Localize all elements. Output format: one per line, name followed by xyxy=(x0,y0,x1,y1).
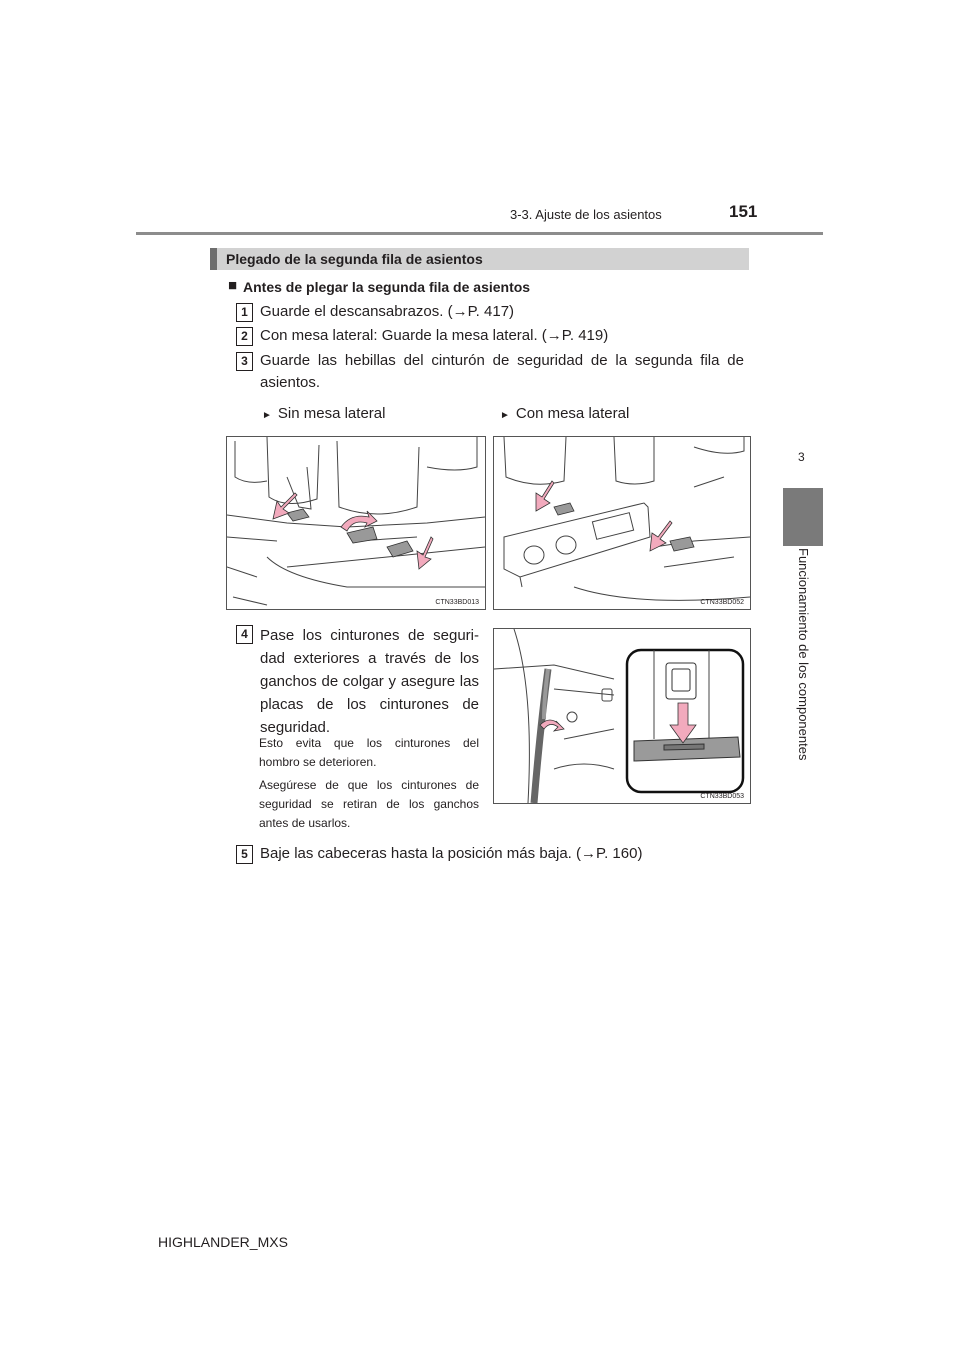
figure-label-left-text: Sin mesa lateral xyxy=(277,405,386,422)
step-4-line: Pase los cinturones de seguri- xyxy=(260,627,479,644)
step-5-text: Baje las cabeceras hasta la posición más baja. (→P. 160) xyxy=(260,845,643,862)
seat-illustration xyxy=(227,437,485,609)
section-title: Plegado de la segunda fila de asientos xyxy=(226,251,483,267)
step-number-3: 3 xyxy=(236,352,253,371)
section-title-bar xyxy=(210,248,749,270)
step-number-4: 4 xyxy=(236,625,253,644)
section-title-accent xyxy=(210,248,217,270)
seatbelt-illustration xyxy=(494,629,750,803)
step-4-text xyxy=(260,624,479,739)
figure-code-left: CTN33BD013 xyxy=(435,599,479,606)
header-rule xyxy=(136,232,823,235)
step-2-text: Con mesa lateral: Guarde la mesa lateral. (→P. 419) xyxy=(260,327,609,344)
page-number: 151 xyxy=(729,202,758,221)
subsection-marker: ■ xyxy=(228,277,238,294)
figure-label-right-text: Con mesa lateral xyxy=(515,405,630,422)
arrow-marker-icon: ► xyxy=(262,410,272,421)
step-1-text: Guarde el descansabrazos. (→P. 417) xyxy=(260,303,515,320)
figure-label-right xyxy=(500,405,629,422)
note-line: Esto evita que los cinturones del xyxy=(259,736,479,750)
note-line: antes de usarlos. xyxy=(259,816,351,830)
step-number-1: 1 xyxy=(236,303,253,322)
figure-code-right: CTN33BD052 xyxy=(700,599,744,606)
note-line: hombro se deterioren. xyxy=(259,755,377,769)
figure-code-belt: CTN33BD053 xyxy=(700,793,744,800)
arrow-marker-icon: ► xyxy=(500,410,510,421)
step-3-line1: Guarde las hebillas del cinturón de seguridad de la segunda fila de xyxy=(260,352,744,369)
step-4-line: placas de los cinturones de xyxy=(260,696,479,713)
figure-label-left xyxy=(262,405,385,422)
subsection-title: Antes de plegar la segunda fila de asientos xyxy=(243,279,531,295)
figure-seatbelt-hook xyxy=(493,628,751,804)
step-4-line: ganchos de colgar y asegure las xyxy=(260,673,479,690)
step-4-note-2 xyxy=(259,776,479,833)
footer-model: HIGHLANDER_MXS xyxy=(158,1234,288,1250)
step-number-2: 2 xyxy=(236,327,253,346)
seat-table-illustration xyxy=(494,437,750,609)
header-section-title: 3-3. Ajuste de los asientos xyxy=(510,207,662,222)
figure-seat-no-table xyxy=(226,436,486,610)
note-line: Asegúrese de que los cinturones de xyxy=(259,778,479,792)
figure-seat-with-table xyxy=(493,436,751,610)
step-number-5: 5 xyxy=(236,845,253,864)
chapter-number: 3 xyxy=(798,450,805,464)
step-3-line2: asientos. xyxy=(260,374,321,391)
step-4-note-1 xyxy=(259,734,479,772)
chapter-title: Funcionamiento de los componentes xyxy=(796,548,811,761)
step-4-line: dad exteriores a través de los xyxy=(260,650,479,667)
step-4-line: seguridad. xyxy=(260,719,331,736)
note-line: seguridad se retiran de los ganchos xyxy=(259,797,479,811)
chapter-tab xyxy=(783,488,823,546)
